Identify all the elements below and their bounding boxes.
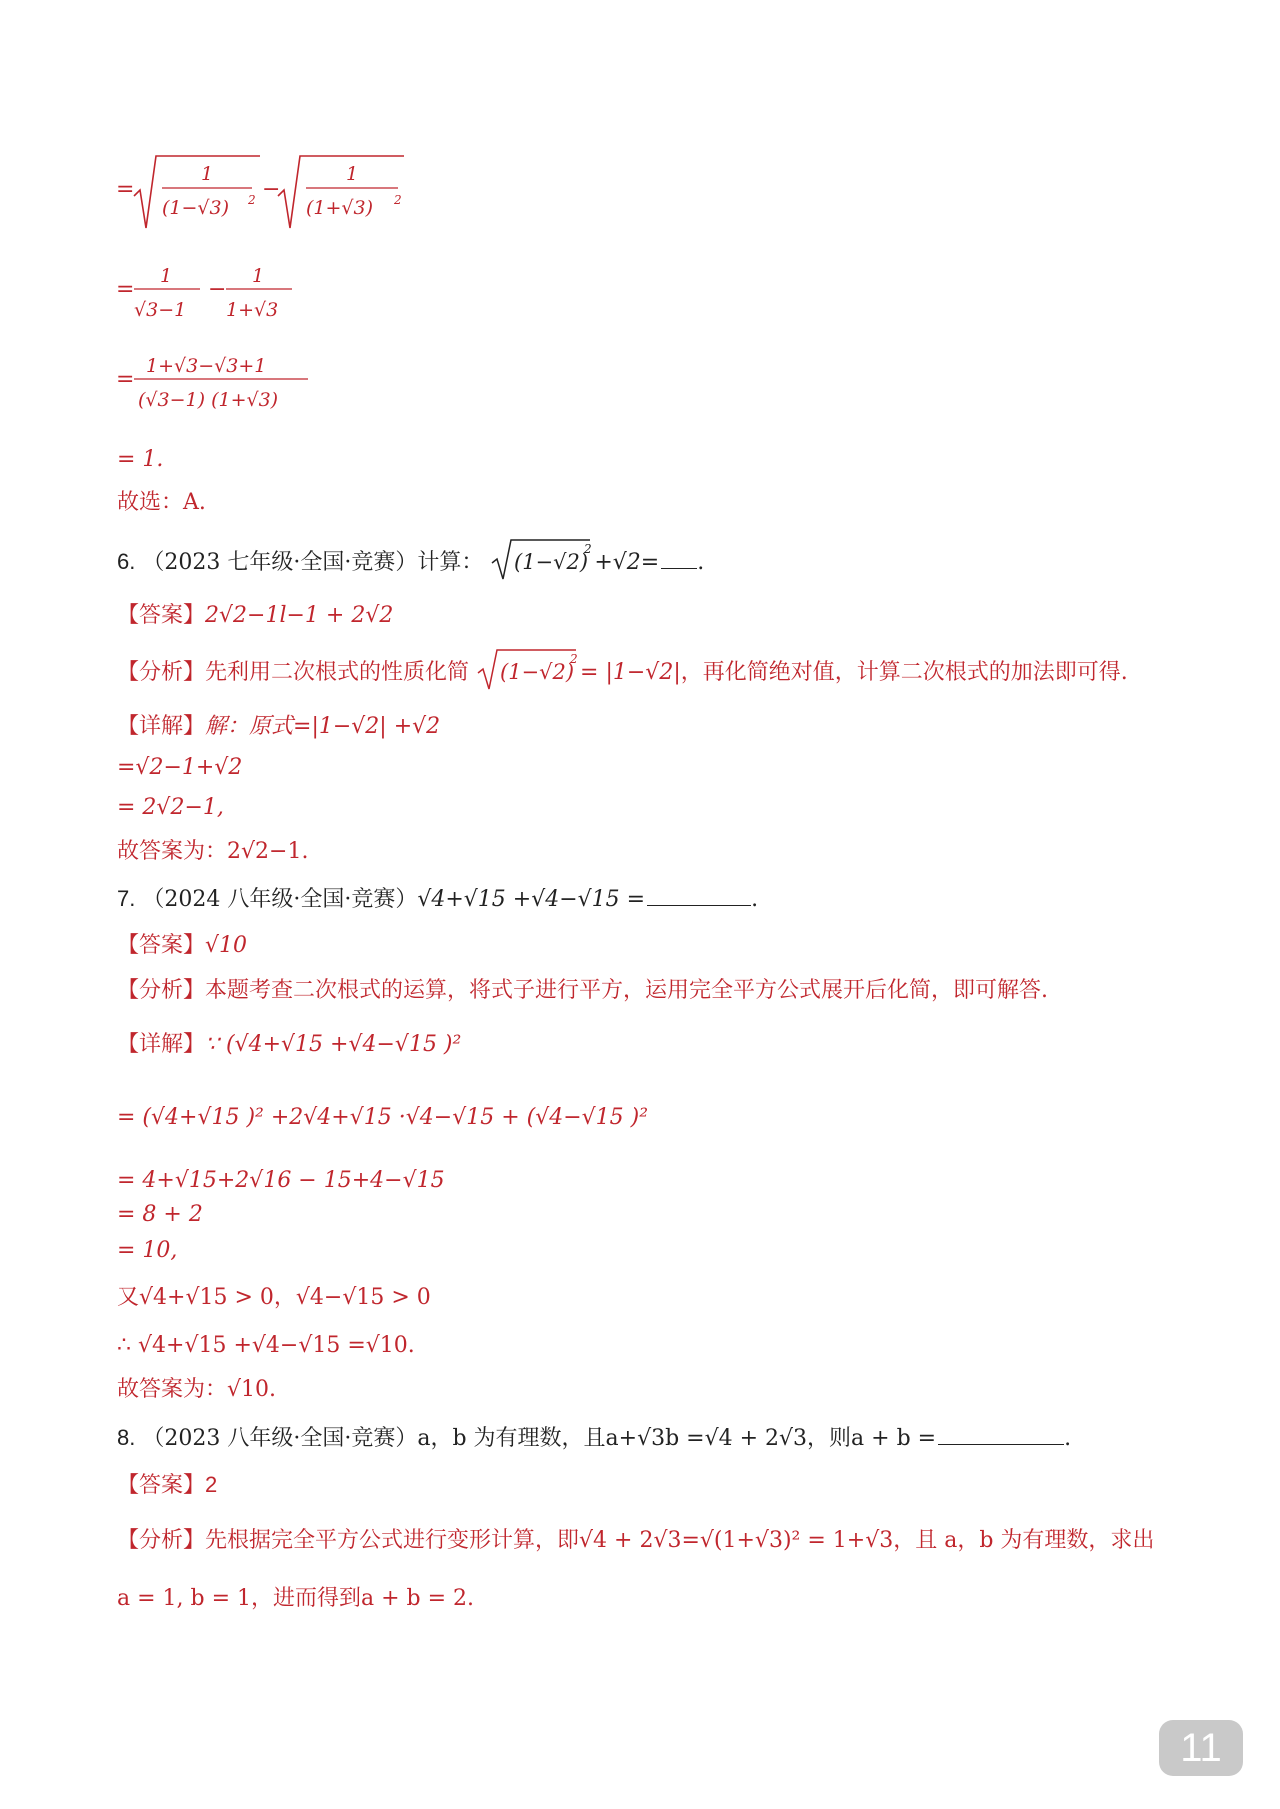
q6-number: 6. bbox=[117, 549, 136, 574]
q7-detail-5: = 10, bbox=[117, 1238, 178, 1263]
svg-text:2: 2 bbox=[570, 652, 578, 666]
q5-choice: 故选：A. bbox=[117, 490, 206, 515]
svg-text:1: 1 bbox=[251, 265, 265, 287]
step-4: = 1. bbox=[117, 447, 164, 472]
step1-n1: 1 bbox=[200, 163, 214, 185]
q7-final: 故答案为：√10. bbox=[117, 1377, 277, 1402]
page-number-badge: 11 bbox=[1159, 1720, 1243, 1776]
q7-detail-4: = 8 + 2 bbox=[117, 1202, 203, 1227]
q7-analysis-label: 【分析】 bbox=[117, 978, 206, 1003]
step1-d2: (1+√3) bbox=[306, 197, 374, 219]
svg-text:2: 2 bbox=[248, 193, 256, 207]
q6-analysis-label: 【分析】 bbox=[117, 660, 206, 685]
q7-detail-6: 又√4+√15 > 0，√4−√15 > 0 bbox=[117, 1285, 431, 1310]
q6-expr-tail: +√2= bbox=[594, 550, 660, 575]
q8-stem: 8. （2023 八年级·全国·竞赛）a，b 为有理数，且a+√3b =√4 + 2√3，则a + b = . bbox=[117, 1425, 1072, 1451]
q6-detail-1: 【详解】解：原式=|1−√2| +√2 bbox=[117, 714, 441, 739]
svg-text:=: = bbox=[116, 367, 135, 392]
svg-text:√3−1: √3−1 bbox=[134, 299, 187, 321]
q6-prompt: 计算： bbox=[417, 550, 484, 575]
svg-text:=: = bbox=[116, 177, 135, 202]
svg-text:(1−√2): (1−√2) bbox=[500, 660, 575, 684]
q6-stem: 6. （2023 七年级·全国·竞赛）计算： (1−√2) 2 +√2= . bbox=[117, 545, 704, 581]
q6-detail-2: =√2−1+√2 bbox=[117, 755, 243, 780]
svg-text:2: 2 bbox=[584, 542, 592, 556]
svg-text:2: 2 bbox=[394, 193, 402, 207]
formula-step-2 bbox=[112, 258, 312, 324]
q8-answer-label: 【答案】 bbox=[117, 1473, 206, 1498]
q7-answer-label: 【答案】 bbox=[117, 933, 206, 958]
q8-answer-value: 2 bbox=[205, 1472, 218, 1497]
svg-text:(1−√2): (1−√2) bbox=[514, 550, 589, 574]
q6-detail-label: 【详解】 bbox=[117, 714, 206, 739]
q7-detail-7: ∴ √4+√15 +√4−√15 =√10. bbox=[117, 1333, 415, 1358]
q7-detail-3: = 4+√15+2√16 − 15+4−√15 bbox=[117, 1168, 445, 1193]
q8-number: 8. bbox=[117, 1425, 136, 1450]
q6-answer-value: 2√2−1l−1 + 2√2 bbox=[205, 603, 394, 628]
q8-source: （2023 八年级·全国·竞赛） bbox=[142, 1426, 418, 1451]
q8-stem-text: a，b 为有理数，且a+√3b =√4 + 2√3，则a + b = bbox=[417, 1426, 937, 1451]
q8-analysis-label: 【分析】 bbox=[117, 1528, 206, 1553]
q7-detail-2: = (√4+√15 )² +2√4+√15 ·√4−√15 + (√4−√15 )² bbox=[117, 1105, 649, 1130]
q7-detail-label: 【详解】 bbox=[117, 1032, 206, 1057]
q6-source: （2023 七年级·全国·竞赛） bbox=[142, 550, 418, 575]
q7-number: 7. bbox=[117, 886, 136, 911]
formula-step-1 bbox=[112, 150, 412, 230]
q7-answer bbox=[117, 931, 247, 961]
svg-text:1: 1 bbox=[159, 265, 173, 287]
q7-expr: √4+√15 +√4−√15 = bbox=[417, 887, 646, 912]
q8-analysis-1: 【分析】先根据完全平方公式进行变形计算，即√4 + 2√3=√(1+√3)² = 1+√3，且 a，b 为有理数，求出 bbox=[117, 1528, 1155, 1553]
q7-answer-blank[interactable] bbox=[647, 905, 751, 906]
q8-analysis-2: a = 1, b = 1，进而得到a + b = 2. bbox=[117, 1586, 475, 1611]
svg-text:−: − bbox=[208, 277, 227, 302]
q7-source: （2024 八年级·全国·竞赛） bbox=[142, 887, 418, 912]
svg-text:(√3−1) (1+√3): (√3−1) (1+√3) bbox=[138, 389, 279, 411]
q6-answer-blank[interactable] bbox=[661, 568, 697, 569]
q6-answer-label: 【答案】 bbox=[117, 603, 206, 628]
q7-stem: 7. （2024 八年级·全国·竞赛）√4+√15 +√4−√15 = . bbox=[117, 886, 759, 912]
q7-answer-value: √10 bbox=[205, 933, 248, 958]
svg-text:=: = bbox=[116, 277, 135, 302]
step1-d1: (1−√3) bbox=[162, 197, 230, 219]
q6-analysis-radical bbox=[476, 647, 580, 691]
q6-detail-3: = 2√2−1, bbox=[117, 795, 224, 820]
q7-detail-1: 【详解】∵ (√4+√15 +√4−√15 )² bbox=[117, 1032, 462, 1057]
svg-text:1+√3−√3+1: 1+√3−√3+1 bbox=[146, 355, 267, 377]
q8-answer bbox=[117, 1470, 217, 1501]
q6-answer bbox=[117, 601, 393, 631]
formula-step-3 bbox=[112, 346, 332, 416]
svg-text:1+√3: 1+√3 bbox=[226, 299, 279, 321]
q8-answer-blank[interactable] bbox=[938, 1444, 1064, 1445]
q6-final: 故答案为：2√2−1. bbox=[117, 839, 309, 864]
q6-radical bbox=[490, 537, 594, 581]
q6-analysis: 【分析】先利用二次根式的性质化简 (1−√2) 2 = |1−√2|，再化简绝对值，计算二次根式的加法即可得. bbox=[117, 655, 1128, 691]
step1-n2: 1 bbox=[345, 163, 359, 185]
svg-text:−: − bbox=[262, 177, 281, 202]
q7-analysis: 【分析】本题考查二次根式的运算，将式子进行平方，运用完全平方公式展开后化简，即可解答. bbox=[117, 978, 1049, 1003]
